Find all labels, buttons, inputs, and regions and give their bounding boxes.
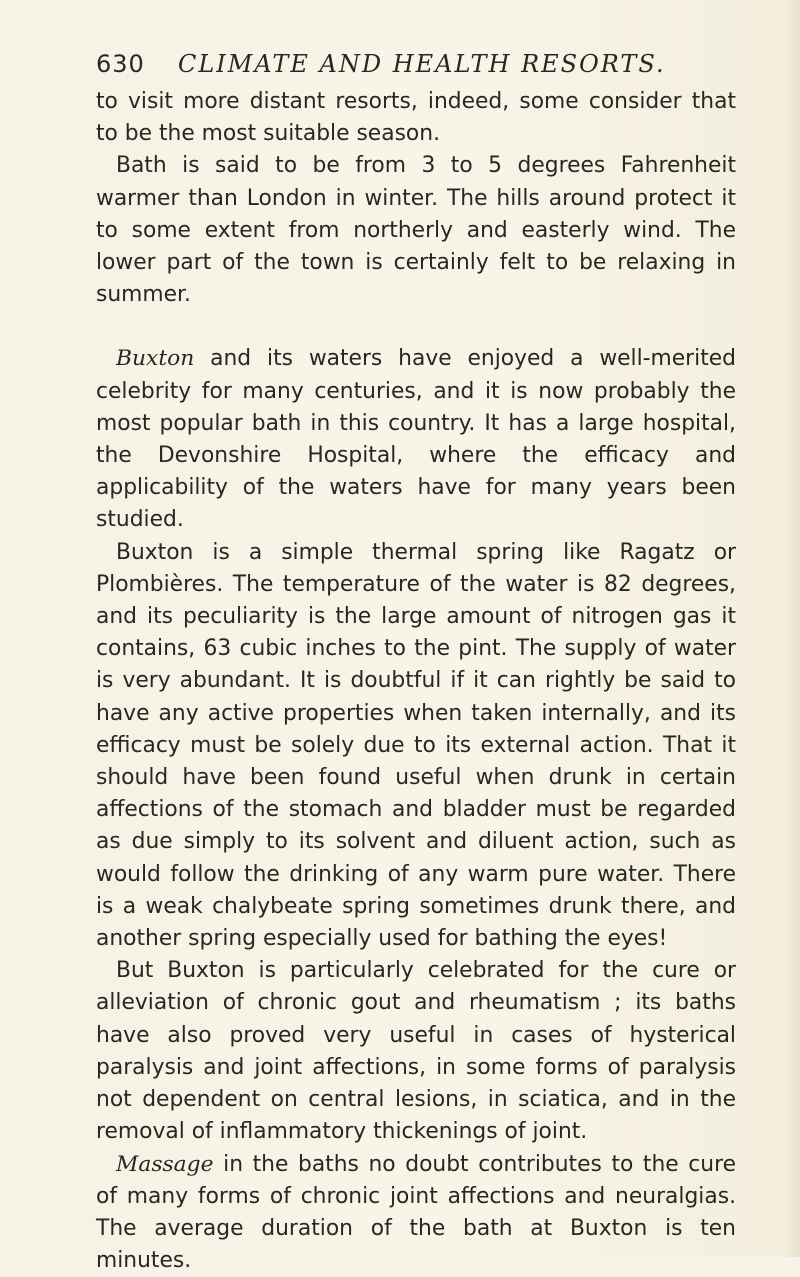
page-edge-shadow [786, 0, 800, 1257]
running-title: CLIMATE AND HEALTH RESORTS. [178, 50, 666, 78]
page-number: 630 [96, 50, 145, 78]
paragraph-buxton-spring: Buxton is a simple thermal spring like Ragatz or Plombières. The temperature of the water is 82 degrees, and its peculiarity is the large amount of nitrogen gas it contains, 63 cubic inches to the pint. The supply of water is very abundant. It is doubtful if it can rightly be said to have any active properties when taken internally, and its efficacy must be solely due to its external action. That it should have been found useful when drunk in certain affections of the stomach and bladder must be regarded as due simply to its solvent and diluent action, such as would follow the drinking of any warm pure water. There is a weak chalybeate spring sometimes drunk there, and another spring especially used for bathing the eyes! [96, 537, 736, 956]
body-text [96, 86, 736, 1277]
paragraph-buxton-cure: But Buxton is particularly celebrated for the cure or alleviation of chronic gout and rheumatism ; its baths have also proved very useful in cases of hysterical paralysis and joint affections, in some forms of paralysis not dependent on central lesions, in sciatica, and in the removal of inflammatory thickenings of joint. [96, 955, 736, 1148]
paragraph-buxton-intro [96, 343, 736, 536]
running-head [96, 50, 736, 86]
paragraph-bath: Bath is said to be from 3 to 5 degrees Fahrenheit warmer than London in winter. The hills around protect it to some extent from northerly and easterly wind. The lower part of the town is certainly felt to be relaxing in summer. [96, 150, 736, 311]
term-massage: Massage [116, 1152, 214, 1177]
paragraph-massage [96, 1149, 736, 1277]
paragraph-massage-text: in the baths no doubt contributes to the cure of many forms of chronic joint affections and neuralgias. The average duration of the bath at Buxton is ten minutes. [96, 1152, 736, 1274]
paragraph-buxton-intro-text: and its waters have enjoyed a well-merited celebrity for many centuries, and it is now probably the most popular bath in this country. It has a large hospital, the Devonshire Hospital, where the efficacy and applicability of the waters have for many years been studied. [96, 346, 736, 532]
paragraph-continuation: to visit more distant resorts, indeed, some consider that to be the most suitable season. [96, 86, 736, 150]
term-buxton: Buxton [116, 346, 194, 371]
